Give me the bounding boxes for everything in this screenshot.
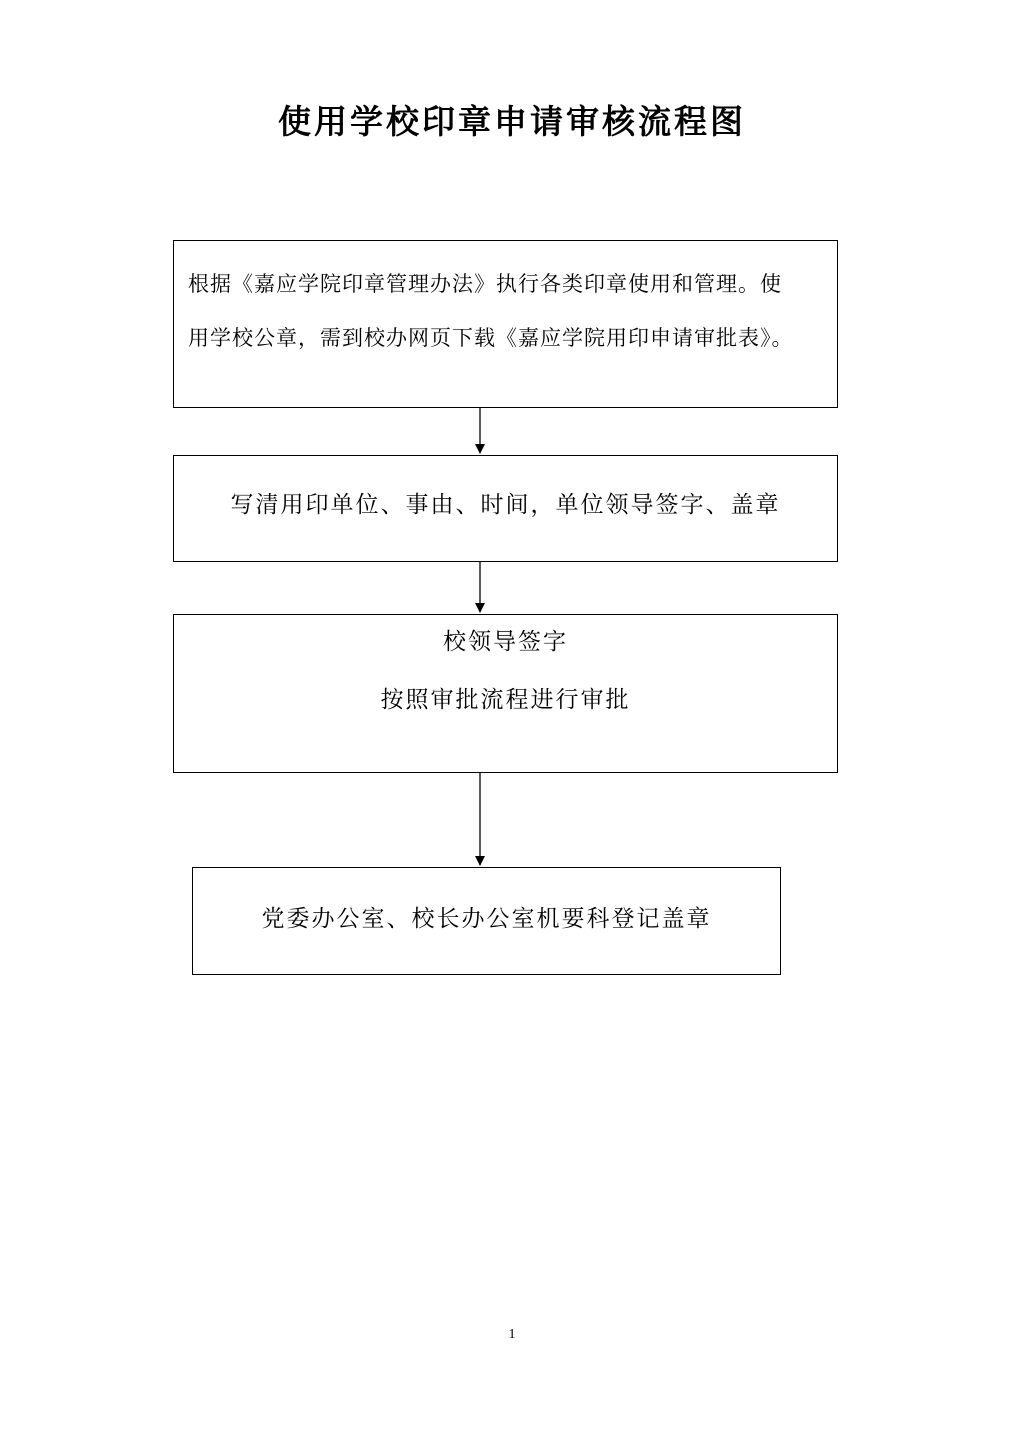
flow-step-line: 用学校公章，需到校办网页下载《嘉应学院用印申请审批表》。 — [188, 326, 794, 350]
flow-step-fill-form — [173, 455, 838, 562]
flow-step-line: 党委办公室、校长办公室机要科登记盖章 — [261, 906, 712, 932]
flow-step-download-form — [173, 240, 838, 408]
page-title: 使用学校印章申请审核流程图 — [278, 102, 746, 141]
flow-step-line: 根据《嘉应学院印章管理办法》执行各类印章使用和管理。使 — [188, 272, 782, 296]
flow-step-line: 写清用印单位、事由、时间，单位领导签字、盖章 — [230, 492, 781, 518]
flow-step-register-seal — [192, 867, 781, 975]
flow-step-leader-approval — [173, 614, 838, 773]
page-number: 1 — [508, 1327, 516, 1342]
flow-step-line: 按照审批流程进行审批 — [380, 687, 631, 713]
flow-step-line: 校领导签字 — [443, 629, 568, 655]
flow-step-text — [188, 257, 827, 365]
